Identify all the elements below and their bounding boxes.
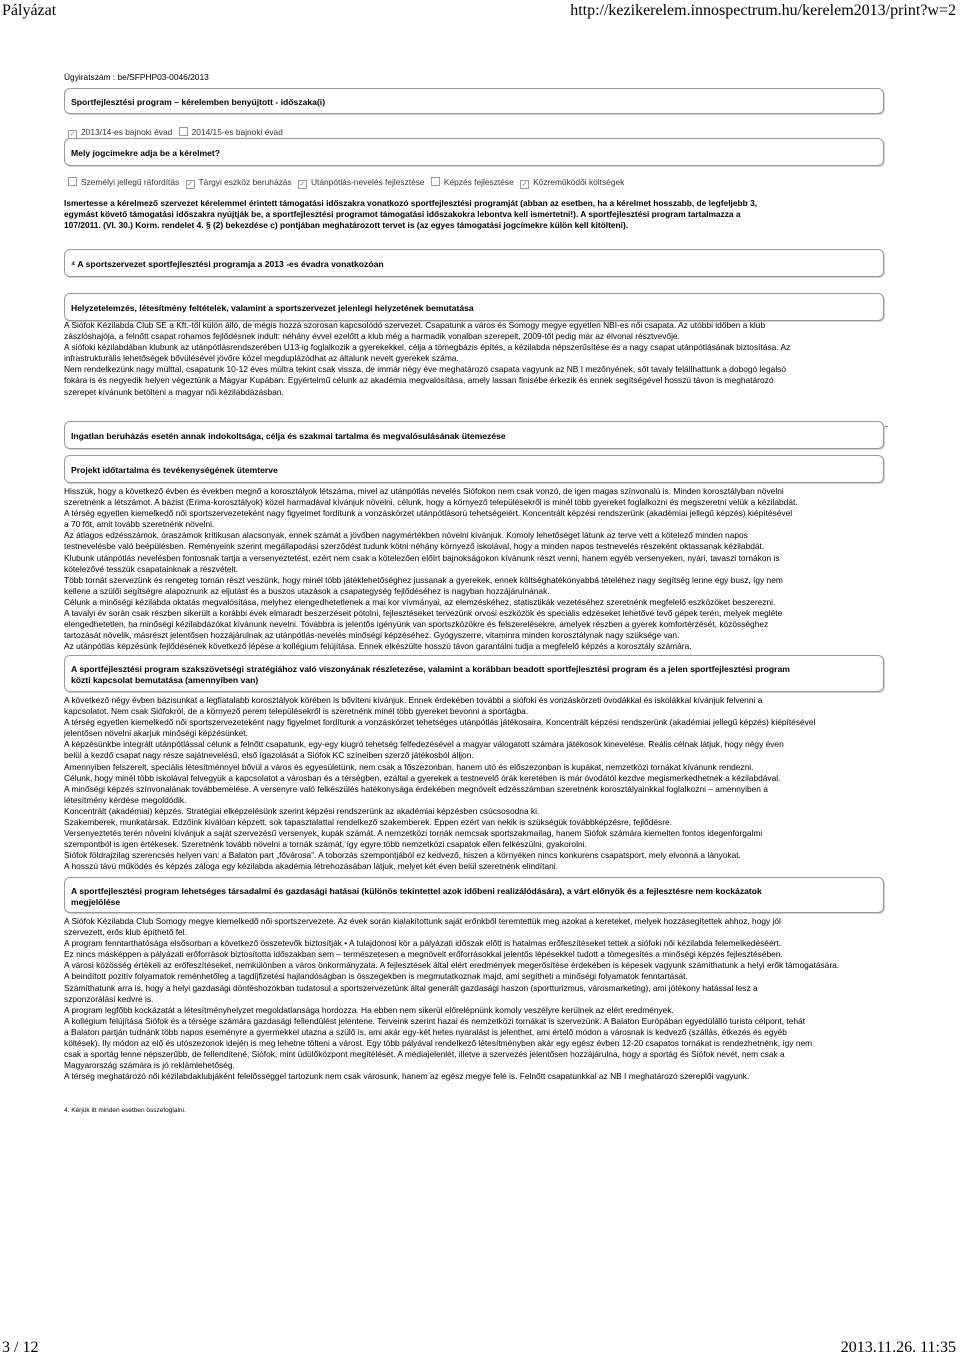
sec5-line: Magyarország számára is jó reklámlehetőség. — [64, 1060, 235, 1071]
sec1-title: Helyzetelemzés, létesítmény feltételek, valamint a sportszervezet jelenlegi helyzetének bemutatása — [71, 303, 474, 313]
jogcim-option-3[interactable]: ✓ Utánpótlás-nevelés fejlesztése — [298, 177, 425, 189]
sec5-line: A térség meghatározó női kézilabdaklubjáként felelősséggel tartozunk nem csak városunk, hanem az egész megye felé is. Felnőtt csapatunkkal az NB I meghatározó szereplői vagyunk. — [64, 1071, 750, 1082]
jogcim-box-title: Mely jogcímekre adja be a kérelmet? — [71, 148, 221, 158]
sec3-body — [64, 486, 896, 652]
sec4-line: belül a kezdő csapat nagy része sajátnevelésű, első ígazolását a Siófok KC színeiben szerző játékosból álljon. — [64, 750, 474, 761]
period-box-title: Sportfejlesztési program – kérelemben benyújtott - időszaka(i) — [71, 97, 326, 107]
sec1-body — [64, 320, 896, 398]
sec1-line: fokára is és negyedik helyen végeztünk a Magyar Kupában. Egyértelmű célunk az akadémia megvalósítása, amely lassan finisébe érkezik és ennek segítségével hosszú távon is meghatározó — [64, 375, 774, 386]
sec1-line: szerepet kívánunk betölteni a magyar női kézilabdázásban. — [64, 386, 284, 397]
jogcim-option-1[interactable]: Személyi jellegű ráfordítás — [68, 177, 179, 188]
sec4-line: Szakemberek, munkatársak. Edzőink kiválóan képzett, sok tapasztalattal rendelkező szakemberek. Éppen ezért van nekik is szükségük továbbképzésre, fejlődésre. — [64, 817, 672, 828]
sec3-line: szeretnénk a létszámot. A bázist (Erima-korosztályok) közel harmadával kívánjuk növelni, célunk, hogy a környező településekről is minél több gyereket foglalkozni és megszeretni velük a kézilabdát. — [64, 497, 798, 508]
sec3-line: tartozását növelik, másrészt jelentősen hozzájárulnak az utánpótlás-nevelés minőségi képzéséhez. Gyógyszerre, vitaminra minden korosztálynak nagy szüksége van. — [64, 630, 680, 641]
sec4-line: kapcsolatot. Nem csak Siófokról, de a környező perem településekről is szeretnénk minél több gyereket bevonni a sportágba. — [64, 706, 529, 717]
sec3-line: testnevelésbe való beépülésben. Reményeink szerint megállapodási szerződést tudunk kötni néhány környező iskolával, hogy a minden napos testnevelés részeként oktassanak kézilabdát. — [64, 541, 765, 552]
print-datetime: 2013.11.26. 11:35 — [840, 1339, 956, 1356]
sec5-title: A sportfejlesztési program lehetséges társadalmi és gazdasági hatásai (különös tekintettel azok időbeni realizálódására), a várt előnyök és a fejlesztésre nem kockázatok megjelölése — [71, 886, 762, 908]
sec1-line: infrastrukturális lehetőségek bővülésével jövőre közel megduplázódhat az általunk nevelt gyerekek száma. — [64, 353, 459, 364]
period-box — [64, 88, 884, 114]
browser-page-title: Pályázat — [2, 2, 57, 19]
jogcim-4-checkbox[interactable] — [431, 177, 440, 186]
sec3-line: Több tornát szervezünk és rengeteg tornán részt veszünk, hogy minél több játéklehetőséghez jussanak a gyerekek, ennek költséghatékonyabbá tételéhez nagy segítség lenne egy busz, így nem — [64, 574, 783, 585]
jogcim-option-5[interactable]: ✓ Közreműködői költségek — [520, 177, 624, 189]
sec3-line: Az átlagos edzésszámok, óraszámok kritikusan alacsonyak, ennek számát a jövőben nagymértékben növelni kívánjuk. Komoly lehetőséget látunk az terve vett a kötelező minden napos — [64, 530, 748, 541]
sec4-box — [64, 655, 884, 692]
sec5-line: Számíthatunk arra is, hogy a helyi gazdasági döntéshozókban tudatosul a sportszervezetünk által generált gazdasági haszon (sportturizmus, városmarketing), ami jótékony hatással lesz a — [64, 982, 758, 993]
jogcim-option-2[interactable]: ✓ Tárgyi eszköz beruházás — [186, 177, 292, 189]
sec5-body — [64, 916, 896, 1082]
jogcim-box — [64, 138, 884, 166]
season-2-checkbox[interactable] — [179, 127, 188, 136]
sec3-line: A térség egyetlen kiemelkedő női sportszervezeteként nagy figyelmet fordítunk a vonzáskörzet utánpótlásorú tehetségeiért. Koncentrált képzési rendszerünk (akadémiai jellegű képzés) kiépítésével — [64, 508, 793, 519]
jogcim-5-checkbox[interactable] — [520, 180, 529, 189]
sec5-line: A beindított pozitív folyamatok reménhetőleg a tagdíjfizetési hajlandóságban is összegekben is megmutatkoznak majd, ami segítheti a minőségi folyamatok fenntartását. — [64, 971, 688, 982]
jogcim-1-checkbox[interactable] — [68, 177, 77, 186]
season-option-2[interactable]: 2014/15-es bajnoki évad — [179, 127, 283, 138]
instruction-text: Ismertesse a kérelmező szervezet kérelemmel érintett támogatási időszakra vonatkozó sportfejlesztési programját (abban az esetben, ha a kérelmet hosszabb, de legfeljebb 3, egymást követő támogatási időszakra nyújtják be, a sportfejlesztési programot támogatási időszakokra lebontva kell ismertetni!). A sportfejlesztési program tartalmazza a 107/2011. (VI. 30.) Korm. rendelet 4. § (2) bekezdése c) pontjában meghatározott tervet is (az egyes támogatási jogcímekre külön kell kitölteni). — [64, 198, 758, 231]
sec3-line: kellene a szülői segítségre alapoznunk az eljutást és a buszos utazások a csapategység fejlődéséhez is nagyban hozzájárulnának. — [64, 585, 550, 596]
page-url: http://kezikerelem.innospectrum.hu/kerelem2013/print?w=2 — [570, 2, 956, 19]
sec5-line: A Siófok Kézilabda Club Somogy megye kiemelkedő női sportszervezete. Az évek során kialakítottunk saját erőnkből teremtettük meg azokat a kereteket, melyek hozzásegítettek ahhoz, hogy jól — [64, 916, 781, 926]
case-number: Ügyiratszám : be/SFPHP03-0046/2013 — [64, 72, 209, 82]
sec4-line: A képzésünkbe integrált utánpótlással célunk a felnőtt csapatunk, egy-egy kiugró tehetség felfedezésével a magyar válogatott számára játékosok kinevelése. Reális célnak látjuk, hogy négy éven — [64, 739, 784, 750]
sec4-body — [64, 695, 896, 873]
sec4-line: A következő négy évben bázisunkat a legfiatalabb korosztályok körében is bővíteni kívánjuk. Ennek érdekében további a siófoki és vonzáskörzeti óvodákkal és iskolákkal kívánjuk felvenni a — [64, 695, 763, 705]
sec5-box — [64, 877, 884, 913]
sec5-line: szervezett, erős klub építhető fel. — [64, 927, 187, 938]
sec5-line: A program fenntarthatósága elsősorban a következő összetevők biztosítják • A tulajdonosi kör a pályázati időszak előtt is hatalmas erőfeszítéseket tettek a siófoki női kézilabda felemelkedéséért. — [64, 938, 782, 949]
sec4-line: A minőségi képzés színvonalának továbbemelése. A versenyre való felkészülés hatékonysága érdekében megnövelt edzésszámban szeretnénk korosztályainkkal foglalkozni – amennyiben a — [64, 783, 768, 794]
sec1-line: A siófoki kézilabdában klubunk az utánpótlásrendszerében U13-ig foglalkozik a gyerekekkel, célja a tömegbázis építés, a kézilabda népszerűsítése és a nagy csapat utánpótlásának biztosítása. Az — [64, 342, 791, 353]
sec5-line: költések). Ily módon az elő és utószezonok idején is meg lehetne tölteni a várost. Egy több pályával rendelkező létesítményben akár egy egész évben 12-20 csapatos tornákat is rendezhetnénk, így nem — [64, 1038, 813, 1049]
season-option-1[interactable]: ✓2013/14-es bajnoki évad — [68, 127, 172, 139]
sec5-line: csak a sportág lenne népszerűbb, de fellendítené, Siófok, mint üdülőközpont megítélését. A médiajelenlét, illetve a szervezés jelentősen hozzájárulna, hogy a sportág és Siófok nevét, nem csak a — [64, 1049, 785, 1060]
sec4-line: jelentősen növelni akarjuk minőségi képzésünket. — [64, 728, 248, 739]
sec3-line: a 70 főt, amit tovább szeretnénk növelni. — [64, 519, 215, 530]
sec4-line: létesítmény kérdése megoldódik. — [64, 794, 187, 805]
sec4-line: Koncentrált (akadémiai) képzés. Stratégiai elképzelésünk szerint képzési rendszerünk az akadémiai képzésben csúcsosodna ki. — [64, 805, 540, 816]
sec4-line: Célunk, hogy minél több iskolával felvegyük a kapcsolatot a városban és a térségben, ezáltal a gyerekek a testnevelő órák keretében is már óvodától kezdve megismerkedhetnek a kézilabdával. — [64, 772, 781, 783]
sec3-title: Projekt időtartalma és tevékenységének ütemterve — [71, 465, 278, 475]
jogcim-3-checkbox[interactable] — [298, 180, 307, 189]
sec3-line: kötelezővé tesszük csapatainknak a részvételt. — [64, 563, 239, 574]
sec3-box — [64, 455, 884, 483]
jogcim-option-4[interactable]: Képzés fejlesztése — [431, 177, 514, 188]
sec2-box — [64, 421, 884, 449]
sec5-line: szponzorálási kedvre is. — [64, 993, 154, 1004]
sec2-title: Ingatlan beruházás esetén annak indokoltsága, célja és szakmai tartalma és megvalósulásának ütemezése — [71, 431, 506, 441]
jogcim-2-checkbox[interactable] — [186, 180, 195, 189]
footnote: 4. Kérjük itt minden esetben összefoglalni. — [64, 1107, 186, 1114]
sec1-line: A Siófok Kézilabda Club SE a Kft.-től külön álló, de mégis hozzá szorosan kapcsolódó szervezet. Csapatunk a város és Somogy megye egyetlen NBI-es női csapata. Az utóbbi időben a klub — [64, 320, 766, 330]
sec1-box — [64, 293, 884, 321]
sec3-line: Klubunk utánpótlás nevelésben fontosnak tartja a versenyeztetést, ezért nem csak a kötelezően előírt bajnokságokon kívánunk részt venni, hanem egyéb versenyeken, nyári, tavaszi tornákon is — [64, 552, 780, 563]
sec5-line: A program legfőbb kockázatát a létesítményhelyzet megoldatlansága hordozza. Ha ebben nem sikerül előrelépnünk komoly veszélyre kerülnek az elért eredmények. — [64, 1004, 674, 1015]
program-box — [64, 249, 884, 277]
sec5-line: a Balaton partján tudnánk több napos eseményre a gyermekkel utazna a szülő is, ami akár egy-két hetes nyaralást is jelenthet, ami értelő módon a városnak is kedvező (szállás, étkezés és egyéb — [64, 1026, 787, 1037]
program-box-title: ⁴ A sportszervezet sportfejlesztési programja a 2013 -es évadra vonatkozóan — [71, 259, 384, 269]
sec4-line: Amennyiben felszerelt, speciális létesítménnyel bővül a város és egyesületünk, nem csak a főszezonban, hanem utó és előszezonban is kupákat, nemzetközi tornákat kívánunk rendezni. — [64, 761, 754, 772]
sec3-line: Az utánpótlás képzésünk fejlődésének következő lépése a kollégium felújítása. Ennek elkészülte hosszú távon garantálni tudja a megfelelő képzés a korosztály számára. — [64, 641, 692, 652]
sec3-line: A tavalyi év során csak részben sikerült a korábbi évek elmaradt beszerzéseit pótolni, fejlesztéseket tervezünk orvosi eszközök és speciális edzéseket lehetővé tevő gépek terén, melyek megléte — [64, 608, 783, 619]
sec4-line: A hosszú távú működés és képzés záloga egy kézilabda akadémia létrehozásában látjuk, melyet két éven belül szeretnénk elindítani. — [64, 861, 558, 872]
sec4-title: A sportfejlesztési program szakszövetségi stratégiához való viszonyának részletezése, valamint a korábban beadott sportfejlesztési program és a jelen sportfejlesztési program közti kapcsolat bemutatása (amennyiben van) — [71, 664, 790, 686]
sec5-line: A kollégium felújítása Siófok és a térsége számára gazdasági fellendülést jelentene. Terveink szerint hazai és nemzetközi tornákat is szervezünk. A Balaton Európában egyedülálló turista célpont, tehát — [64, 1015, 805, 1026]
sec1-line: zászlóshajója, a felnőtt csapat rohamos fejlődésnek indult: néhány évvel ezelőtt a klub még a harmadik vonalban szerepelt, 2009-től pedig már az élvonal résztvevője. — [64, 331, 680, 342]
jogcim-options — [68, 177, 628, 189]
sec3-line: elengedhetetlen, ha minőségi kézilabdázókat kívánunk nevelni. Továbbra is jelentős igényünk van sportszközökre és felszerelésekre, amelyek részben a gyerek komfortérzését, közösséghez — [64, 619, 769, 630]
sec3-line: Célunk a minőségi kézilabda oktatás megvalósítása, melyhez elengedhetetlenek a mai kor vívmányai, az elemzéskéhez, statisztikák vezetéséhez szeretnénk megfelelő eszközöket beszerezni. — [64, 596, 776, 607]
sec4-line: szempontból is igen értékesek. Szeretnénk tovább növelni a tornák számát, így egyre több nemzetközi csapatok ellen felkészülni, gyakorolni. — [64, 839, 587, 850]
sec5-line: Ez nincs másképpen a pályázati erőforrások biztosította időszakban sem – természetesen a megnövelt erőforrásokkal jelentős lépésekkel tudott a tömegesítés a minőségi képzés fejlesztésében. — [64, 949, 783, 960]
sec4-line: Versenyeztetés terén növelni kívánjuk a saját szervezésű versenyek, kupák számát. A nemzetközi tornák nemcsak sportszakmailag, hanem Siófok számára kiemelten fontos idegenforgalmi — [64, 828, 763, 839]
sec3-line: Hisszük, hogy a következő évben és években megnő a korosztályok létszáma, mivel az utánpótlás nevelés Siófokon nem csak vonzó, de igen magas színvonalú is. Minden korosztályban növelni — [64, 486, 784, 496]
page-number: 3 / 12 — [2, 1339, 39, 1356]
sec4-line: Siófok földrajzilag szerencsés helyen van: a Balaton part „fővárosa”. A toborzás szempontjából ez kedvező, hiszen a környéken nincs konkurens csapatsport, mely elvonná a lányokat. — [64, 850, 741, 861]
dash-mark: - — [885, 421, 888, 431]
sec1-line: Nem rendelkezünk nagy múlttal, csapatunk 10-12 éves múltra tekint csak vissza, de immár négy éve meghatározó csapata vagyunk az NB I mezőnyének, sőt tavaly felállhattunk a dobogó legalsó — [64, 364, 787, 375]
sec5-line: A városi közösség értékeli az erőfeszítéseket, nemkülönben a város önkormányzata. A fejlesztések által elért eredmények megerősítése érdekében is képesek vagyunk számíthatunk a helyi erők támogatására. — [64, 960, 840, 971]
sec4-line: A térség egyetlen kiemelkedő női sportszervezeteként nagy figyelmet fordítunk a vonzáskörzet tehetséges utánpótlás játékosaira. Koncentrált képzési rendszerünk (akadémiai jellegű képzés) kiépítésével — [64, 717, 816, 728]
